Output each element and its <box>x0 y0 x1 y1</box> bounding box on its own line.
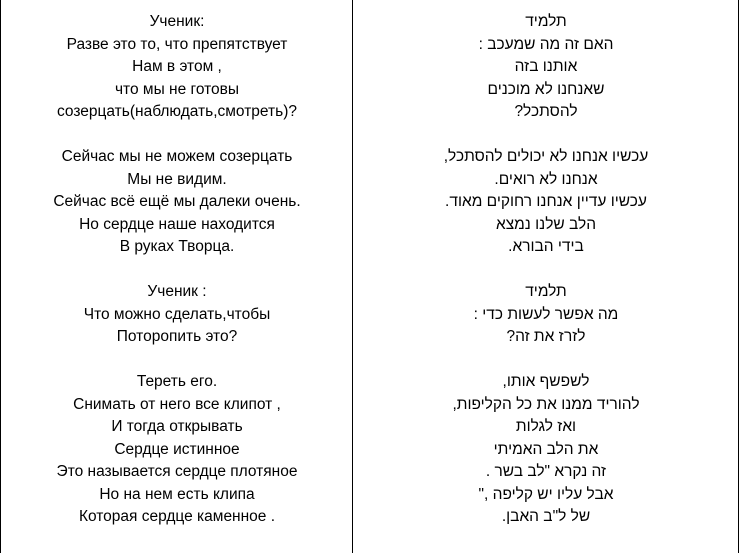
text-line: שאנחנו לא מוכנים <box>487 80 605 98</box>
text-line: האם זה מה שמעכב : <box>478 35 614 53</box>
text-line: Тереть его. <box>136 373 218 390</box>
text-line: Сейчас мы не можем созерцать <box>61 148 293 165</box>
text-line: Но на нем есть клипа <box>99 485 255 503</box>
text-line: созерцать(наблюдать,смотреть)? <box>56 103 297 120</box>
text-line: של ל"ב האבן. <box>501 508 591 525</box>
text-line: להסתכל? <box>514 103 578 120</box>
text-line: Нам в этом , <box>132 58 222 75</box>
stanza-gap <box>2 259 352 282</box>
russian-column <box>2 11 352 529</box>
stanza-gap <box>2 124 352 147</box>
text-line: что мы не готовы <box>114 80 240 98</box>
text-line: Которая сердце каменное . <box>78 508 276 525</box>
stanza-gap <box>2 349 352 372</box>
text-line: בידי הבורא. <box>508 238 584 255</box>
text-line: עכשיו עדיין אנחנו רחוקים מאוד. <box>445 193 647 210</box>
text-line: Сердце истинное <box>114 440 240 458</box>
text-line: אבל עליו יש קליפה ," <box>478 485 614 503</box>
text-line: אותנו בזה <box>514 58 578 75</box>
text-line: И тогда открывать <box>111 418 243 435</box>
speaker-label: Ученик : <box>147 283 207 300</box>
text-line: לשפשף אותו, <box>502 373 590 390</box>
text-line: הלב שלנו נמצא <box>495 215 597 233</box>
text-line: Что можно сделать,чтобы <box>83 305 271 323</box>
text-line: Это называется сердце плотяное <box>56 463 298 480</box>
text-line: Сейчас всё ещё мы далеки очень. <box>53 193 301 210</box>
stanza-gap <box>354 124 738 147</box>
text-line: Мы не видим. <box>127 170 227 188</box>
text-line: לזרז את זה? <box>506 328 586 345</box>
stanza-gap <box>354 259 738 282</box>
speaker-label: Ученик: <box>149 13 205 30</box>
text-line: זה נקרא "לב בשר . <box>485 463 607 480</box>
speaker-label: תלמיד <box>525 13 567 30</box>
column-divider <box>352 0 353 553</box>
text-line: עכשיו אנחנו לא יכולים להסתכל, <box>443 148 649 165</box>
text-line: אנחנו לא רואים. <box>494 170 598 188</box>
stanza-gap <box>354 349 738 372</box>
text-line: ואז לגלות <box>515 418 577 435</box>
text-line: Снимать от него все клипот , <box>73 395 281 413</box>
hebrew-column <box>354 11 738 529</box>
text-line: מה אפשר לעשות כדי : <box>473 305 619 323</box>
text-line: Поторопить это? <box>116 328 238 345</box>
speaker-label: תלמיד <box>525 283 567 300</box>
text-line: Но сердце наше находится <box>79 215 275 233</box>
text-line: את הלב האמיתי <box>493 440 599 458</box>
text-line: В руках Творца. <box>119 238 235 255</box>
text-line: Разве это то, что препятствует <box>66 35 288 53</box>
text-line: להוריד ממנו את כל הקליפות, <box>452 395 640 413</box>
